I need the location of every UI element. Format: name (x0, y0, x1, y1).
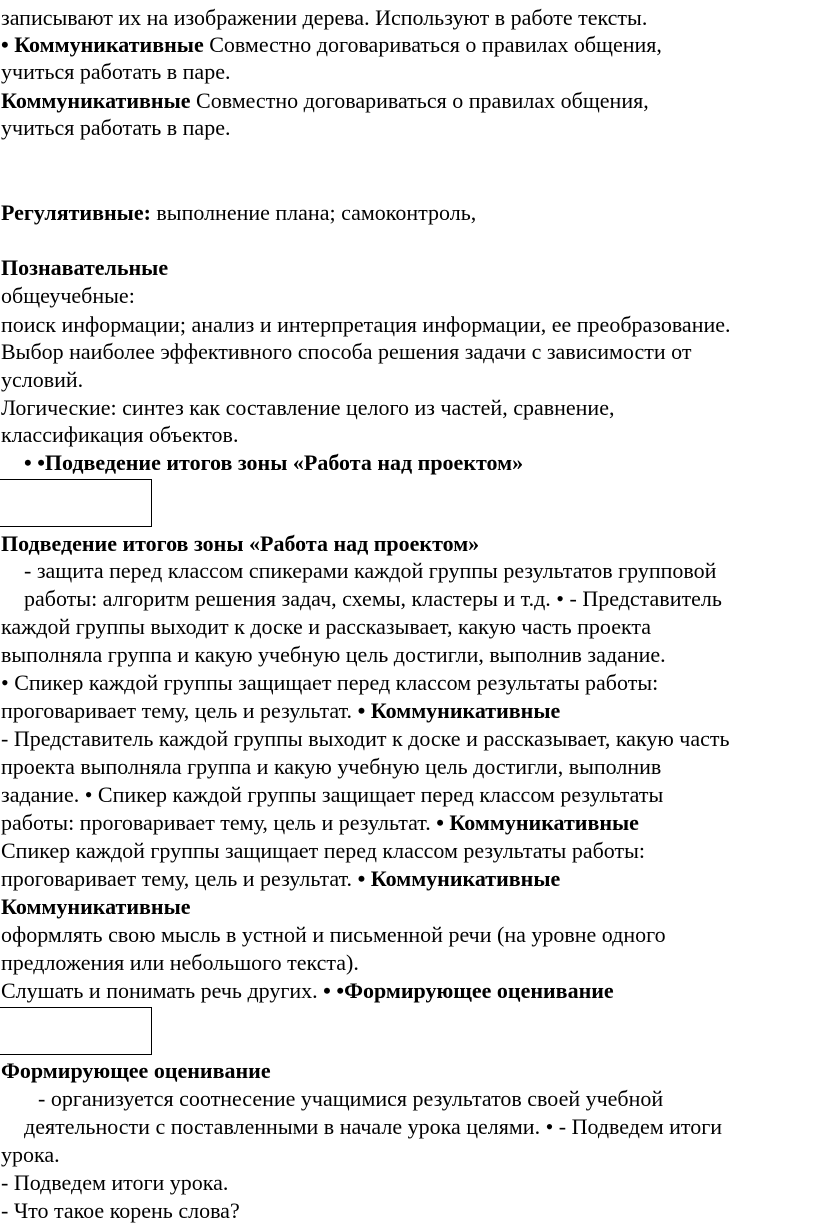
text-run: общеучебные: (1, 283, 135, 308)
text-line (38, 1085, 663, 1112)
text-line (1, 199, 476, 226)
text-line (1, 1141, 60, 1168)
text-line (24, 1113, 722, 1140)
text-line (1, 949, 359, 976)
text-line (1, 753, 661, 780)
text-run: задание. • Спикер каждой группы защищает перед классом результаты (1, 782, 664, 807)
text-run: работы: алгоритм решения задач, схемы, кластеры и т.д. • - Представитель (24, 586, 722, 611)
text-run: Логические: синтез как составление целого из частей, сравнение, (1, 395, 615, 420)
text-run: - Что такое корень слова? (1, 1198, 240, 1223)
text-line (1, 311, 731, 338)
text-run: - защита перед классом спикерами каждой группы результатов групповой (24, 558, 717, 583)
bold-text: • Коммуникативные (1, 32, 204, 57)
text-run: учиться работать в паре. (1, 59, 231, 84)
text-line (1, 641, 666, 668)
bold-text: • Коммуникативные (357, 698, 561, 723)
text-run: Совместно договариваться о правилах общения, (203, 32, 662, 57)
text-line (1, 809, 639, 836)
text-line (1, 31, 662, 58)
text-line (1, 1057, 271, 1084)
text-line (1, 394, 614, 421)
bold-text: Формирующее оценивание (1, 1058, 271, 1083)
bold-text: • •Подведение итогов зоны «Работа над проектом» (24, 450, 524, 475)
bold-text: Коммуникативные (1, 894, 191, 919)
text-run: учиться работать в паре. (1, 115, 231, 140)
text-run: деятельности с поставленными в начале урока целями. • - Подведем итоги (24, 1114, 723, 1139)
text-run: • Спикер каждой группы защищает перед классом результаты работы: (1, 670, 659, 695)
text-line (1, 421, 238, 448)
bold-text: Познавательные (1, 255, 169, 280)
text-run: оформлять свою мысль в устной и письменной речи (на уровне одного (1, 922, 666, 947)
text-run: урока. (1, 1142, 60, 1167)
bold-text: Регулятивные: (1, 200, 151, 225)
bold-text: • Коммуникативные (436, 810, 639, 835)
text-line (1, 338, 691, 365)
text-run: - Подведем итоги урока. (1, 1170, 229, 1195)
text-line (1, 613, 651, 640)
text-line (1, 87, 649, 114)
text-run: проекта выполняла группа и какую учебную цель достигли, выполнив (1, 754, 662, 779)
text-line (1, 921, 666, 948)
bold-text: • •Формирующее оценивание (323, 978, 614, 1003)
text-line (1, 781, 663, 808)
text-line (24, 557, 716, 584)
text-line (1, 837, 645, 864)
text-line (1, 865, 560, 892)
text-line (1, 254, 168, 281)
bold-text: Подведение итогов зоны «Работа над проектом» (1, 531, 480, 556)
text-run: классификация объектов. (1, 422, 239, 447)
text-run: Совместно договариваться о правилах общения, (190, 88, 649, 113)
text-run: проговаривает тему, цель и результат. (1, 698, 358, 723)
text-run: условий. (1, 367, 84, 392)
text-line (1, 1197, 240, 1224)
text-run: каждой группы выходит к доске и рассказывает, какую часть проекта (1, 614, 651, 639)
text-line (24, 449, 523, 476)
text-line (1, 282, 135, 309)
text-run: проговаривает тему, цель и результат. (1, 866, 358, 891)
empty-frame (0, 1007, 152, 1055)
text-run: - организуется соотнесение учащимися результатов своей учебной (38, 1086, 664, 1111)
bold-text: Коммуникативные (1, 88, 191, 113)
text-line (1, 1169, 228, 1196)
text-line (1, 4, 647, 31)
text-run: поиск информации; анализ и интерпретация информации, ее преобразование. (1, 312, 731, 337)
text-run: записывают их на изображении дерева. Используют в работе тексты. (1, 5, 648, 30)
text-line (24, 585, 722, 612)
text-line (1, 58, 230, 85)
text-line (1, 893, 191, 920)
text-line (1, 697, 560, 724)
text-run: Слушать и понимать речь других. (1, 978, 324, 1003)
text-run: работы: проговаривает тему, цель и результат. (1, 810, 437, 835)
text-run: Выбор наиболее эффективного способа решения задачи с зависимости от (1, 339, 692, 364)
text-run: - Представитель каждой группы выходит к доске и рассказывает, какую часть (1, 726, 730, 751)
text-line (1, 669, 658, 696)
empty-frame (0, 479, 152, 527)
text-run: Спикер каждой группы защищает перед классом результаты работы: (1, 838, 646, 863)
text-line (1, 530, 479, 557)
text-run: выполнение плана; самоконтроль, (150, 200, 477, 225)
text-line (1, 366, 83, 393)
text-line (1, 114, 230, 141)
text-line (1, 725, 730, 752)
text-line (1, 977, 614, 1004)
bold-text: • Коммуникативные (357, 866, 561, 891)
text-run: предложения или небольшого текста). (1, 950, 359, 975)
text-run: выполняла группа и какую учебную цель достигли, выполнив задание. (1, 642, 666, 667)
